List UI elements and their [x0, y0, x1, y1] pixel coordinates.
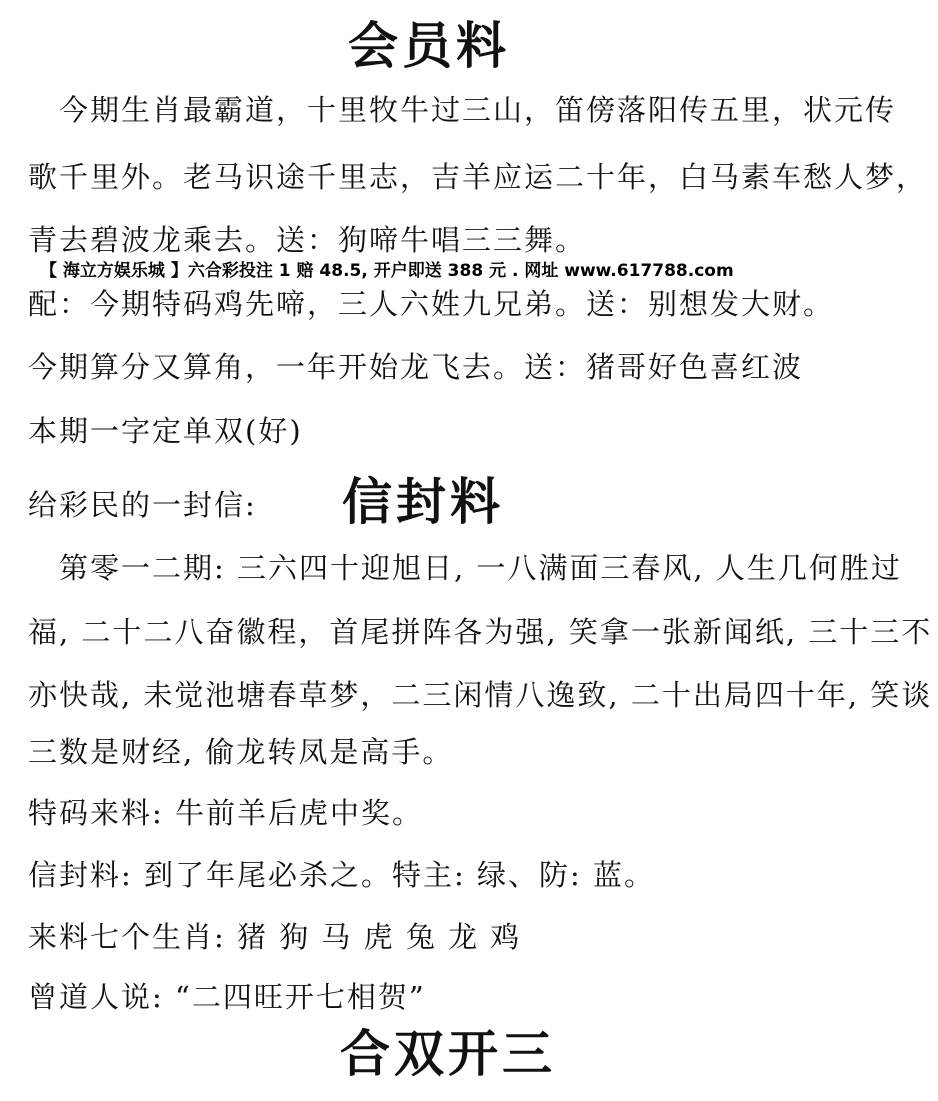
envelope-line: 信封料: 到了年尾必杀之。特主: 绿、防: 蓝。	[28, 858, 655, 892]
verse-line-2: 福, 二十二八奋徽程，首尾拼阵各为强, 笑拿一张新闻纸, 三十三不	[28, 615, 933, 649]
verse-line-3: 亦快哉, 未觉池塘春草梦，二三闲情八逸致, 二十出局四十年, 笑谈	[28, 678, 933, 712]
member-line-3: 青去碧波龙乘去。送：狗啼牛唱三三舞。	[28, 223, 587, 257]
envelope-material-title: 信封料	[342, 472, 504, 531]
daoist-saying-line: 曾道人说: “二四旺开七相贺”	[28, 980, 426, 1014]
odd-even-line: 本期一字定单双(好)	[28, 414, 303, 448]
pairing-line: 配：今期特码鸡先啼，三人六姓九兄弟。送：别想发大财。	[28, 287, 835, 321]
member-material-title: 会员料	[348, 16, 510, 75]
period-line: 今期算分又算角，一年开始龙飞去。送：猪哥好色喜红波	[28, 350, 804, 384]
special-code-line: 特码来料: 牛前羊后虎中奖。	[28, 796, 423, 830]
advertisement-banner: 【 海立方娱乐城 】六合彩投注 1 赔 48.5, 开户即送 388 元 . 网址 www.617788.com	[40, 261, 734, 281]
member-line-2: 歌千里外。老马识途千里志，吉羊应运二十年，白马素车愁人梦，	[28, 160, 928, 194]
zodiac-line: 来料七个生肖: 猪 狗 马 虎 兔 龙 鸡	[28, 920, 522, 954]
member-line-1: 今期生肖最霸道，十里牧牛过三山，笛傍落阳传五里，状元传	[28, 93, 897, 127]
verse-line-4: 三数是财经, 偷龙转凤是高手。	[28, 735, 454, 769]
letter-label: 给彩民的一封信:	[28, 488, 257, 522]
footer-title: 合双开三	[340, 1024, 556, 1083]
verse-line-1: 第零一二期: 三六四十迎旭日, 一八满面三春风, 人生几何胜过	[28, 551, 902, 585]
